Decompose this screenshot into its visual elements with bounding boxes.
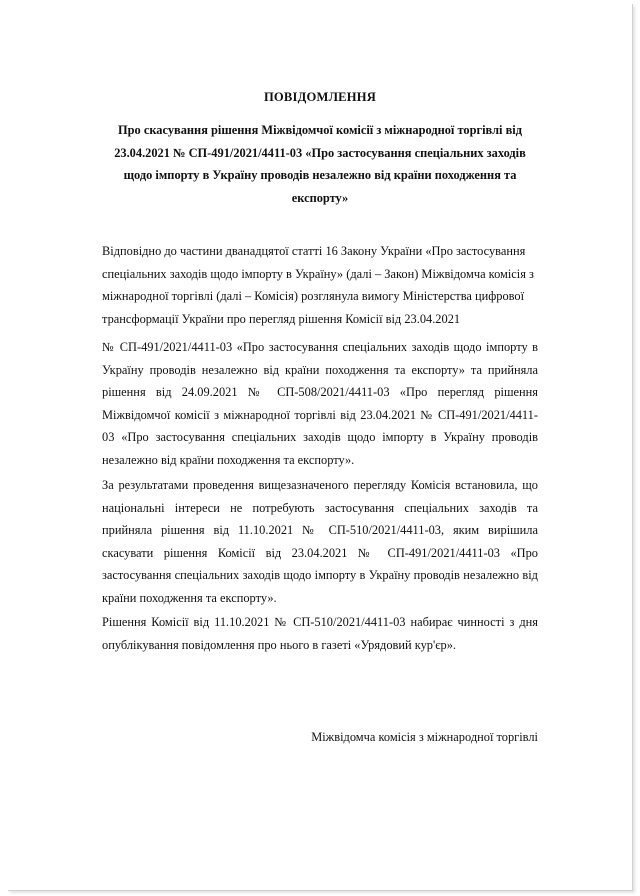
paragraph-3: За результатами проведення вищезазначеного перегляду Комісія встановила, що національні інтереси не потребують застосування спеціальних заходів та прийняла рішення від 11.10.2021 № СП-510/2021/4411-03, яким вирішила скасувати рішення Комісії від 23.04.2021 № СП-491/2021/4411-03 «Про застосування спеціальних заходів щодо імпорту в Україну проводів незалежно від країни походження та експорту». xyxy=(102,478,538,605)
document-subtitle: Про скасування рішення Міжвідомчої комісії з міжнародної торгівлі від 23.04.2021 № СП-491/2021/4411-03 «Про застосування спеціальних заходів щодо імпорту в Україну проводів незалежно від країни походження та експорту» xyxy=(114,123,526,205)
paragraph-2: № СП-491/2021/4411-03 «Про застосування спеціальних заходів щодо імпорту в Україну проводів незалежно від країни походження та експорту» та прийняла рішення від 24.09.2021 № СП-508/2021/4411-03 «Про перегляд рішення Міжвідомчої комісії з міжнародної торгівлі від 23.04.2021 № СП-491/2021/4411-03 «Про застосування спеціальних заходів щодо імпорту в Україну проводів незалежно від країни походження та експорту». xyxy=(102,340,538,467)
signature: Міжвідомча комісія з міжнародної торгівлі xyxy=(311,730,538,744)
paragraph-4: Рішення Комісії від 11.10.2021 № СП-510/2021/4411-03 набирає чинності з дня опублікування повідомлення про нього в газеті «Урядовий кур'єр». xyxy=(102,615,538,652)
document-heading: ПОВІДОМЛЕННЯ xyxy=(263,90,377,104)
paragraph-1: Відповідно до частини дванадцятої статті 16 Закону України «Про застосування спеціальних заходів щодо імпорту в Україну» (далі – Закон) Міжвідомча комісія з міжнародної торгівлі (далі – Комісія) розглянула вимогу Міністерства цифрової трансформації України про перегляд рішення Комісії від 23.04.2021 xyxy=(102,244,534,326)
